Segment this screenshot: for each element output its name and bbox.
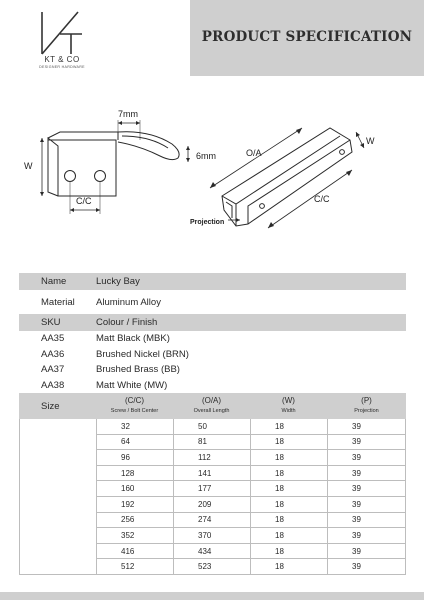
column-header-cc	[96, 396, 173, 416]
table-cell: 18	[250, 435, 327, 450]
table-cell: 18	[250, 466, 327, 481]
table-cell: 209	[173, 497, 250, 512]
table-cell: 39	[327, 466, 406, 481]
table-row	[96, 450, 406, 466]
table-row	[96, 497, 406, 513]
table-cell: 39	[327, 435, 406, 450]
table-cell: 18	[250, 559, 327, 574]
table-cell: 18	[250, 497, 327, 512]
table-cell: 39	[327, 544, 406, 559]
side-w-label: W	[24, 161, 33, 171]
column-header-top: (W)	[282, 396, 295, 405]
column-header-top: (O/A)	[201, 396, 222, 405]
table-cell: 18	[250, 528, 327, 543]
column-header-sub: Screw / Bolt Center	[110, 408, 159, 414]
table-cell: 160	[96, 481, 173, 496]
finish-row	[19, 331, 406, 347]
column-header-top: (C/C)	[124, 396, 145, 405]
size-rows	[96, 419, 406, 575]
name-label: Name	[41, 276, 67, 287]
table-cell: 128	[96, 466, 173, 481]
brand-name: KT & CO	[44, 55, 80, 64]
table-row	[96, 544, 406, 560]
iso-oa-label: O/A	[246, 148, 262, 158]
table-cell: 18	[250, 544, 327, 559]
table-cell: 18	[250, 481, 327, 496]
finish-sku: AA37	[41, 364, 65, 376]
finish-row	[19, 378, 406, 394]
kt-logo-icon	[38, 10, 84, 56]
finish-sku: AA35	[41, 333, 65, 345]
brand-tagline: DESIGNER HARDWARE	[39, 65, 85, 69]
iso-projection-label: Projection	[190, 219, 225, 226]
table-cell: 39	[327, 559, 406, 574]
table-cell: 50	[173, 419, 250, 434]
finish-name: Brushed Brass (BB)	[96, 364, 180, 376]
table-cell: 256	[96, 513, 173, 528]
spec-table	[19, 273, 406, 575]
table-cell: 39	[327, 481, 406, 496]
table-cell: 523	[173, 559, 250, 574]
size-header	[19, 393, 406, 419]
column-header-sub: Overall Length	[193, 408, 230, 414]
finish-sku: AA36	[41, 348, 65, 360]
spec-row-material	[19, 290, 406, 314]
finish-row	[19, 347, 406, 363]
table-cell: 370	[173, 528, 250, 543]
column-header-w	[250, 396, 327, 416]
table-row	[96, 513, 406, 529]
side-width-mm-label: 7mm	[118, 109, 138, 119]
iso-cc-label: C/C	[314, 194, 330, 204]
table-cell: 274	[173, 513, 250, 528]
table-cell: 81	[173, 435, 250, 450]
material-value: Aluminum Alloy	[96, 296, 161, 308]
finish-name: Matt Black (MBK)	[96, 333, 170, 345]
column-header-top: (P)	[361, 396, 372, 405]
iso-w-label: W	[366, 136, 375, 146]
table-cell: 112	[173, 450, 250, 465]
table-cell: 64	[96, 435, 173, 450]
table-row	[96, 481, 406, 497]
name-value: Lucky Bay	[96, 276, 140, 287]
finish-sku: AA38	[41, 379, 65, 391]
table-cell: 177	[173, 481, 250, 496]
logo-area	[0, 0, 190, 76]
size-label: Size	[41, 400, 60, 412]
table-cell: 512	[96, 559, 173, 574]
table-cell: 192	[96, 497, 173, 512]
title-banner	[190, 0, 424, 76]
spec-row-sku	[19, 314, 406, 331]
table-cell: 18	[250, 419, 327, 434]
finish-name: Matt White (MW)	[96, 379, 168, 391]
spec-row-name	[19, 273, 406, 290]
table-cell: 39	[327, 513, 406, 528]
header	[0, 0, 424, 76]
table-row	[96, 559, 406, 575]
table-cell: 352	[96, 528, 173, 543]
product-diagram	[0, 100, 424, 250]
table-cell: 18	[250, 513, 327, 528]
table-cell: 141	[173, 466, 250, 481]
size-table-body	[19, 419, 406, 575]
table-cell: 96	[96, 450, 173, 465]
table-cell: 32	[96, 419, 173, 434]
finish-row	[19, 362, 406, 378]
table-cell: 18	[250, 450, 327, 465]
finish-name: Brushed Nickel (BRN)	[96, 348, 189, 360]
sku-value: Colour / Finish	[96, 317, 158, 328]
column-header-oa	[173, 396, 250, 416]
side-cc-label: C/C	[76, 196, 92, 206]
table-row	[96, 528, 406, 544]
table-cell: 39	[327, 497, 406, 512]
column-header-p	[327, 396, 406, 416]
material-label: Material	[41, 296, 75, 308]
footer-bar	[0, 592, 424, 600]
side-profile-drawing	[48, 132, 179, 196]
sku-label: SKU	[41, 317, 61, 328]
table-cell: 39	[327, 419, 406, 434]
table-cell: 39	[327, 450, 406, 465]
column-header-sub: Width	[281, 408, 296, 414]
table-row	[96, 435, 406, 451]
table-cell: 39	[327, 528, 406, 543]
side-height-mm-label: 6mm	[196, 151, 216, 161]
column-header-sub: Projection	[354, 408, 379, 414]
table-row	[96, 466, 406, 482]
table-row	[96, 419, 406, 435]
table-cell: 434	[173, 544, 250, 559]
size-left-blank	[19, 419, 96, 575]
page-title: PRODUCT SPECIFICATION	[201, 29, 413, 45]
table-cell: 416	[96, 544, 173, 559]
isometric-drawing	[222, 128, 352, 226]
